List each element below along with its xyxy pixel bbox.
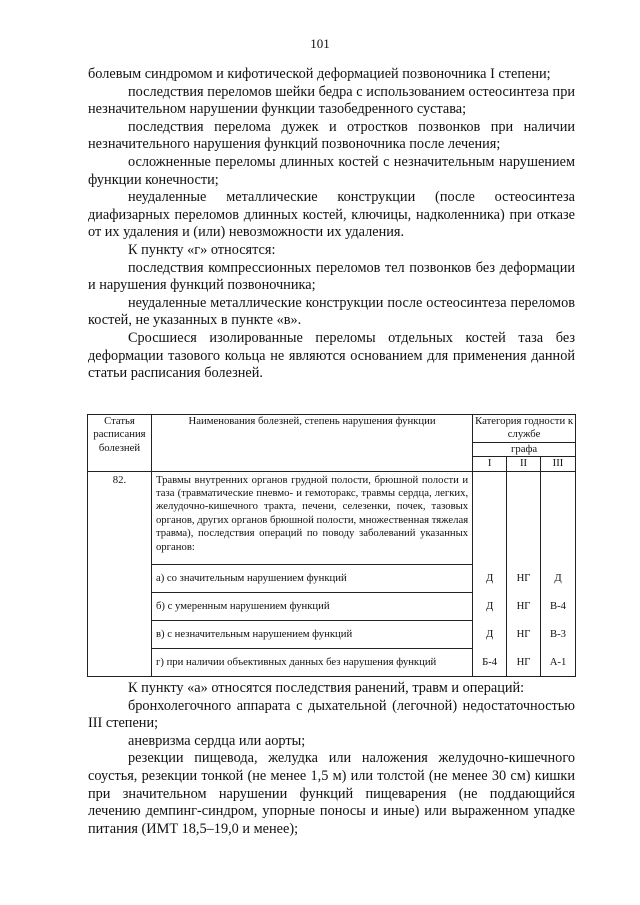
disease-description: Травмы внутренних органов грудной полости, брюшной полости и таза (травматические пневмо- и гемоторакс, травмы сердца, легких, желудочно-кишечного тракта, печени, селезенки, почек, тазовых органов, других органов брюшной полости, множественная тяжелая травма), последствия операций по поводу заболеваний указанных органов: xyxy=(151,471,472,564)
disease-schedule-table xyxy=(87,414,576,677)
header-disease: Наименования болезней, степень нарушения функции xyxy=(151,415,472,472)
paragraph: К пункту «г» относятся: xyxy=(128,241,276,258)
category-value: В-3 xyxy=(549,627,567,640)
category-value: Д xyxy=(485,627,494,640)
paragraph: неудаленные металлические конструкции после остеосинтеза переломов костей, не указанных в пункте «в». xyxy=(88,294,575,329)
paragraph: К пункту «а» относятся последствия ранений, травм и операций: xyxy=(128,680,525,696)
paragraph: резекции пищевода, желудка или наложения желудочно-кишечного соустья, резекции тонкой (не менее 1,5 м) или толстой (не менее 30 см) кишки при значительном нарушении функций пищеварения (не поддающийся лечению демпинг-синдром, упорные поносы и иные) или выраженном упадке питания (ИМТ 18,5–19,0 и менее); xyxy=(88,750,575,837)
paragraph: неудаленные металлические конструкции (после остеосинтеза диафизарных переломов длинных костей, ключицы, надколенника) при отказе от их удаления и (или) невозможности их удаления. xyxy=(88,189,575,241)
paragraph: последствия переломов шейки бедра с использованием остеосинтеза при незначительном нарушении функции тазобедренного сустава; xyxy=(88,83,575,118)
paragraph: аневризма сердца или аорты; xyxy=(128,732,306,749)
column-cell xyxy=(473,471,507,676)
sub-item: а) со значительным нарушением функций xyxy=(155,571,347,584)
paragraph: бронхолегочного аппарата с дыхательной (легочной) недостаточностью III степени; xyxy=(88,697,575,732)
column-header: III xyxy=(541,457,576,471)
header-category: Категория годности к службе xyxy=(473,415,576,443)
paragraph: болевым синдромом и кифотической деформацией позвоночника I степени; xyxy=(88,66,551,82)
sub-item: б) с умеренным нарушением функций xyxy=(155,599,330,612)
category-value: НГ xyxy=(516,571,531,584)
category-value: НГ xyxy=(516,655,531,668)
category-value: НГ xyxy=(516,599,531,612)
paragraph: последствия компрессионных переломов тел позвонков без деформации и нарушения функций позвоночника; xyxy=(88,259,575,294)
paragraph: Сросшиеся изолированные переломы отдельных костей таза без деформации тазового кольца не являются основанием для применения данной статьи расписания болезней. xyxy=(88,329,575,382)
paragraph: осложненные переломы длинных костей с незначительным нарушением функции конечности; xyxy=(88,153,575,188)
category-value: Д xyxy=(485,599,494,612)
column-header: II xyxy=(507,457,541,471)
page-number: 101 xyxy=(310,36,330,51)
column-cell xyxy=(507,471,541,676)
category-value: В-4 xyxy=(549,599,567,612)
column-cell xyxy=(541,471,576,676)
top-text-block xyxy=(88,66,575,383)
category-value: Б-4 xyxy=(482,655,498,668)
category-value: Д xyxy=(554,571,562,584)
sub-item: в) с незначительным нарушением функций xyxy=(155,627,353,640)
category-value: А-1 xyxy=(549,655,567,668)
header-article: Статья расписания болезней xyxy=(88,415,152,472)
sub-item: г) при наличии объективных данных без нарушения функций xyxy=(155,655,437,668)
category-value: Д xyxy=(485,571,494,584)
bottom-text-block xyxy=(88,680,575,838)
header-graph: графа xyxy=(473,442,576,456)
column-header: I xyxy=(473,457,507,471)
article-number: 82. xyxy=(88,471,152,676)
paragraph: последствия перелома дужек и отростков позвонков при наличии незначительного нарушения функций позвоночника после лечения; xyxy=(88,118,575,153)
category-value: НГ xyxy=(516,627,531,640)
